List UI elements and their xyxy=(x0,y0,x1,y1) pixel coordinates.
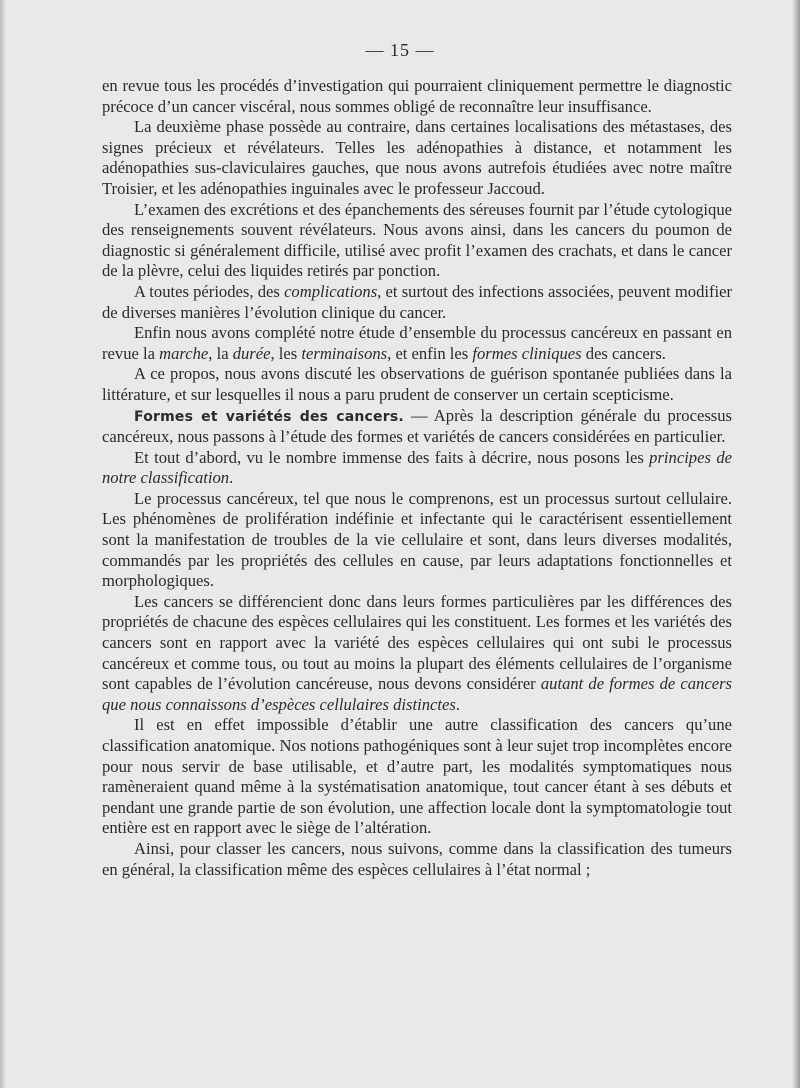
italic-text: autant de formes de cancers que nous connaissons d’espèces cellulaires distinctes xyxy=(102,674,732,714)
paragraph xyxy=(102,839,732,880)
paragraph xyxy=(102,200,732,282)
paragraph xyxy=(102,117,732,199)
text-run: , et enfin les xyxy=(387,343,473,363)
italic-text: terminaisons xyxy=(301,343,388,363)
text-run: Il est en effet impossible d’établir une autre classification des cancers qu’une classification anatomique. Nos notions pathogéniques sont à leur sujet trop incomplètes encore pour nous servir de base utilisable, et d’autre part, les modalités symptomatiques nous ramèneraient quand même à la systématisation anatomique, tout cancer étant à ses débuts et pendant une grande partie de son évolution, une affection locale dont la symptomatologie tout entière est en rapport avec le siège de l’altération. xyxy=(102,715,732,838)
italic-text: formes cliniques xyxy=(472,343,582,363)
text-run: . xyxy=(229,468,234,488)
text-run: — Après la description générale du processus cancéreux, nous passons à l’étude des formes et variétés de cancers considérées en particulier. xyxy=(102,405,732,447)
text-run: en revue tous les procédés d’investigation qui pourraient cliniquement permettre le diagnostic précoce d’un cancer viscéral, nous sommes obligé de reconnaître leur insuffisance. xyxy=(102,76,732,116)
text-run: La deuxième phase possède au contraire, dans certaines localisations des métastases, des signes précieux et révélateurs. Telles les adénopathies à distance, et notamment les adénopathies sus-claviculaires gauches, que nous avons autrefois étudiées avec notre maître Troisier, et les adénopathies inguinales avec le professeur Jaccoud. xyxy=(102,117,732,198)
text-run: Ainsi, pour classer les cancers, nous suivons, comme dans la classification des tumeurs en général, la classification même des espèces cellulaires à l’état normal ; xyxy=(102,838,732,879)
paragraph xyxy=(102,715,732,839)
paragraph xyxy=(102,323,732,364)
text-run: Le processus cancéreux, tel que nous le comprenons, est un processus surtout cellulaire. Les phénomènes de prolifération indéfinie et infectante qui le caractérisent essentiellement sont la manifestation de troubles de la vie cellulaire et sont, dans leurs diverses modalités, commandés par les propriétés des cellules en cause, par leurs adaptations fonctionnelles et morphologiques. xyxy=(102,488,732,591)
text-run: Enfin nous avons complété notre étude d’ensemble du processus cancéreux en passant en revue la xyxy=(102,323,732,363)
paragraph xyxy=(102,406,732,448)
body-text xyxy=(102,76,732,880)
paragraph xyxy=(102,282,732,323)
italic-text: marche xyxy=(159,343,209,363)
italic-text: durée xyxy=(232,343,271,363)
paragraph xyxy=(102,448,732,489)
text-run: A ce propos, nous avons discuté les observations de guérison spontanée publiées dans la littérature, et sur lesquelles il nous a paru prudent de conserver un certain scepticisme. xyxy=(102,364,732,404)
text-run: Et tout d’abord, vu le nombre immense des faits à décrire, nous posons les xyxy=(134,447,650,467)
text-run: , la xyxy=(208,343,233,363)
paragraph xyxy=(102,592,732,716)
text-run: A toutes périodes, des xyxy=(134,281,285,301)
page-number: — 15 — xyxy=(365,40,435,60)
text-run: , les xyxy=(270,343,302,363)
italic-text: complications xyxy=(284,281,378,301)
text-run: des cancers. xyxy=(581,343,666,363)
text-run: , et surtout des infections associées, peuvent modifier de diverses manières l’évolution clinique du cancer. xyxy=(102,281,733,322)
paragraph xyxy=(102,76,732,117)
section-heading: Formes et variétés des cancers. xyxy=(134,408,404,425)
italic-text: principes de notre classification xyxy=(102,447,732,488)
paragraph xyxy=(102,364,732,405)
text-run: . xyxy=(455,694,460,714)
paragraph xyxy=(102,489,732,592)
text-run: Les cancers se différencient donc dans leurs formes particulières par les différences des propriétés de chacune des espèces cellulaires qui les constituent. Les formes et les variétés des cancers sont en rapport avec la variété des espèces cellulaires qui ont subi le processus cancéreux et comme tous, ou tout au moins la plupart des éléments cellulaires de l’organisme sont capables de l’évolution cancéreuse, nous devons considérer xyxy=(102,591,732,694)
text-run: L’examen des excrétions et des épanchements des séreuses fournit par l’étude cytologique des renseignements souvent révélateurs. Nous avons ainsi, dans les cancers du poumon de diagnostic si généralement difficile, utilisé avec profit l’examen des crachats, et dans le cancer de la plèvre, celui des liquides retirés par ponction. xyxy=(102,199,732,281)
